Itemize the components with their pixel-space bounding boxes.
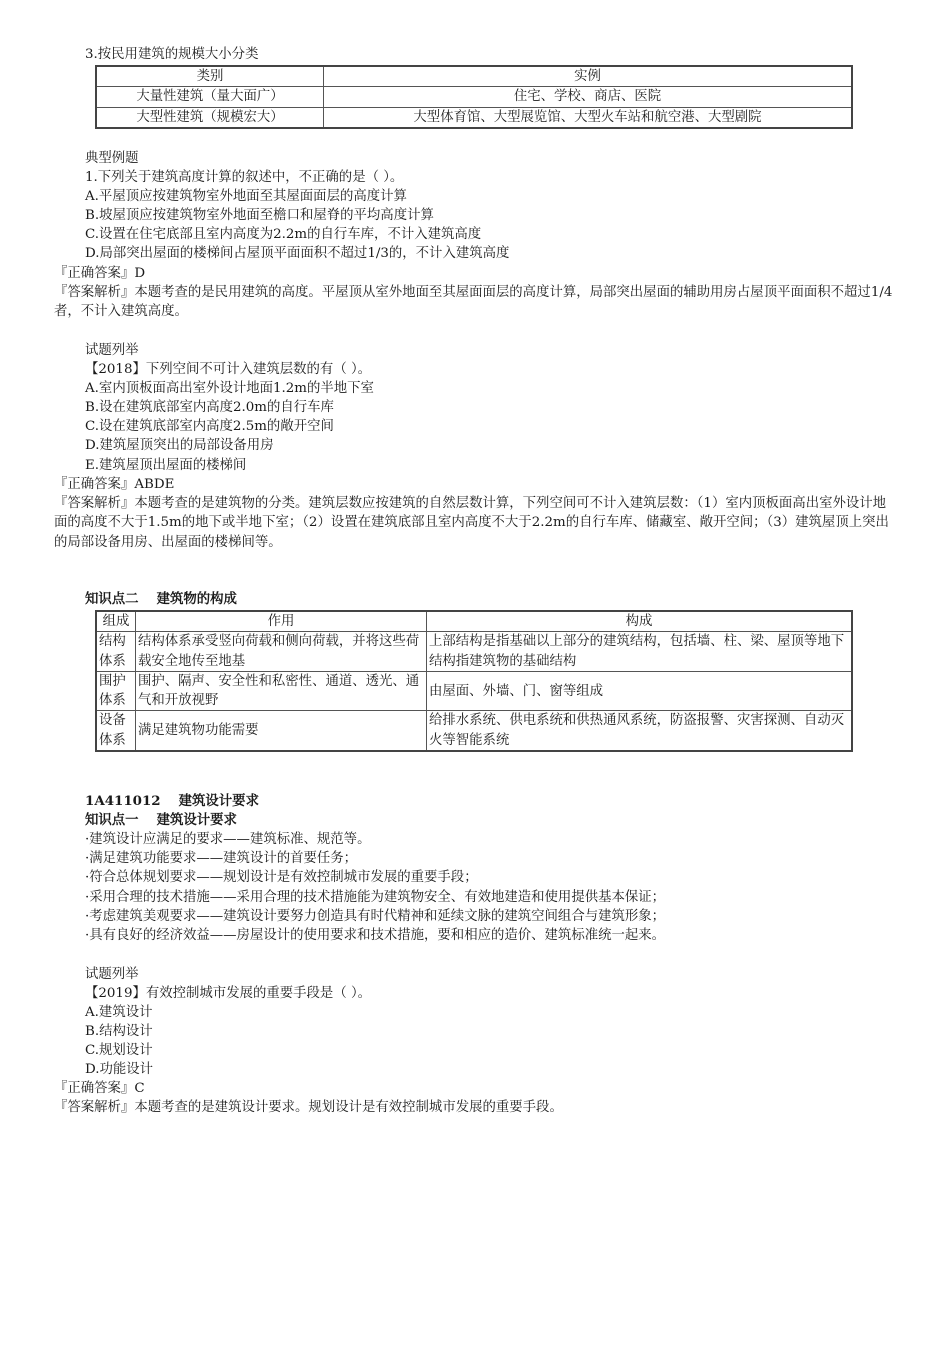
table-header-cell: 构成 xyxy=(427,611,853,632)
requirement-bullet: ·采用合理的技术措施——采用合理的技术措施能为建筑物安全、有效地建造和使用提供基本保证； xyxy=(85,890,666,905)
answer-analysis: 『答案解析』本题考查的是民用建筑的高度。平屋顶从室外地面至其屋面面层的高度计算，局部突出屋面的辅助用房占屋顶平面面积不超过1/4者，不计入建筑高度。 xyxy=(54,285,893,320)
question-text: 【2018】下列空间不可计入建筑层数的有（ ）。 xyxy=(85,362,372,377)
option-b: B.结构设计 xyxy=(85,1024,153,1039)
requirement-bullet: ·具有良好的经济效益——房屋设计的使用要求和技术措施，要和相应的造价、建筑标准统一起来。 xyxy=(85,928,666,943)
example-heading: 典型例题 xyxy=(85,151,139,166)
knowledge-point-label: 知识点一 xyxy=(85,812,139,828)
option-a: A.室内顶板面高出室外设计地面1.2m的半地下室 xyxy=(85,381,374,396)
scale-classification-table xyxy=(95,65,853,129)
table-row xyxy=(96,87,852,107)
knowledge-point-title xyxy=(85,811,237,830)
table-header-cell: 作用 xyxy=(136,611,427,632)
table-cell: 上部结构是指基础以上部分的建筑结构，包括墙、柱、梁、屋顶等地下结构指建筑物的基础结构 xyxy=(427,632,853,672)
section-heading xyxy=(85,792,259,811)
correct-answer: 『正确答案』C xyxy=(54,1081,145,1096)
section-name: 建筑设计要求 xyxy=(178,793,259,809)
table-row xyxy=(96,671,852,711)
table-row xyxy=(96,632,852,672)
knowledge-point-name: 建筑设计要求 xyxy=(156,812,237,828)
table-cell: 住宅、学校、商店、医院 xyxy=(324,87,853,107)
table-header-row xyxy=(96,611,852,632)
table-header-cell: 实例 xyxy=(324,66,853,87)
option-c: C.设置在住宅底部且室内高度为2.2m的自行车库，不计入建筑高度 xyxy=(85,227,482,242)
knowledge-point-title xyxy=(85,590,237,609)
option-b: B.设在建筑底部室内高度2.0m的自行车库 xyxy=(85,400,334,415)
building-composition-table xyxy=(95,610,853,752)
exam-heading: 试题列举 xyxy=(85,343,139,358)
table-header-row xyxy=(96,66,852,87)
table-cell: 大型性建筑（规模宏大） xyxy=(96,107,324,128)
table-cell: 给排水系统、供电系统和供热通风系统，防盗报警、灾害探测、自动灭火等智能系统 xyxy=(427,711,853,751)
knowledge-point-name: 建筑物的构成 xyxy=(156,591,237,607)
requirement-bullet: ·考虑建筑美观要求——建筑设计要努力创造具有时代精神和延续文脉的建筑空间组合与建筑形象； xyxy=(85,909,666,924)
table-row xyxy=(96,711,852,751)
exam-heading: 试题列举 xyxy=(85,967,139,982)
table-cell: 大量性建筑（量大面广） xyxy=(96,87,324,107)
table-cell: 结构体系承受竖向荷载和侧向荷载，并将这些荷载安全地传至地基 xyxy=(136,632,427,672)
table-row xyxy=(96,107,852,128)
option-e: E.建筑屋顶出屋面的楼梯间 xyxy=(85,458,247,473)
table-cell: 围护体系 xyxy=(96,671,136,711)
answer-analysis: 『答案解析』本题考查的是建筑物的分类。建筑层数应按建筑的自然层数计算，下列空间可不计入建筑层数：（1）室内顶板面高出室外设计地面的高度不大于1.5m的地下或半地下室；（2）设置在建筑底部且室内高度不大于2.2m的自行车库、储藏室、敞开空间；（3）建筑屋顶上突出的局部设备用房、出屋面的楼梯间等。 xyxy=(54,496,889,550)
answer-analysis: 『答案解析』本题考查的是建筑设计要求。规划设计是有效控制城市发展的重要手段。 xyxy=(54,1100,563,1115)
table-header-cell: 类别 xyxy=(96,66,324,87)
option-a: A.平屋顶应按建筑物室外地面至其屋面面层的高度计算 xyxy=(85,189,407,204)
option-b: B.坡屋顶应按建筑物室外地面至檐口和屋脊的平均高度计算 xyxy=(85,208,434,223)
option-a: A.建筑设计 xyxy=(85,1005,153,1020)
requirement-bullet: ·建筑设计应满足的要求——建筑标准、规范等。 xyxy=(85,832,371,847)
table-cell: 大型体育馆、大型展览馆、大型火车站和航空港、大型剧院 xyxy=(324,107,853,128)
table-cell: 满足建筑物功能需要 xyxy=(136,711,427,751)
table-cell: 结构体系 xyxy=(96,632,136,672)
option-d: D.功能设计 xyxy=(85,1062,154,1077)
option-d: D.局部突出屋面的楼梯间占屋顶平面面积不超过1/3的，不计入建筑高度 xyxy=(85,246,510,261)
option-c: C.规划设计 xyxy=(85,1043,153,1058)
question-text: 1.下列关于建筑高度计算的叙述中，不正确的是（ ）。 xyxy=(85,170,404,185)
correct-answer: 『正确答案』ABDE xyxy=(54,477,175,492)
knowledge-point-label: 知识点二 xyxy=(85,591,139,607)
section-code: 1A411012 xyxy=(85,793,161,809)
table-cell: 由屋面、外墙、门、窗等组成 xyxy=(427,671,853,711)
option-c: C.设在建筑底部室内高度2.5m的敞开空间 xyxy=(85,419,334,434)
requirement-bullet: ·符合总体规划要求——规划设计是有效控制城市发展的重要手段； xyxy=(85,870,478,885)
question-text: 【2019】有效控制城市发展的重要手段是（ ）。 xyxy=(85,986,372,1001)
table-cell: 围护、隔声、安全性和私密性、通道、透光、通气和开放视野 xyxy=(136,671,427,711)
table-header-cell: 组成 xyxy=(96,611,136,632)
correct-answer: 『正确答案』D xyxy=(54,266,146,281)
table-cell: 设备体系 xyxy=(96,711,136,751)
option-d: D.建筑屋顶突出的局部设备用房 xyxy=(85,438,274,453)
requirement-bullet: ·满足建筑功能要求——建筑设计的首要任务； xyxy=(85,851,358,866)
section-title: 3.按民用建筑的规模大小分类 xyxy=(85,47,259,62)
